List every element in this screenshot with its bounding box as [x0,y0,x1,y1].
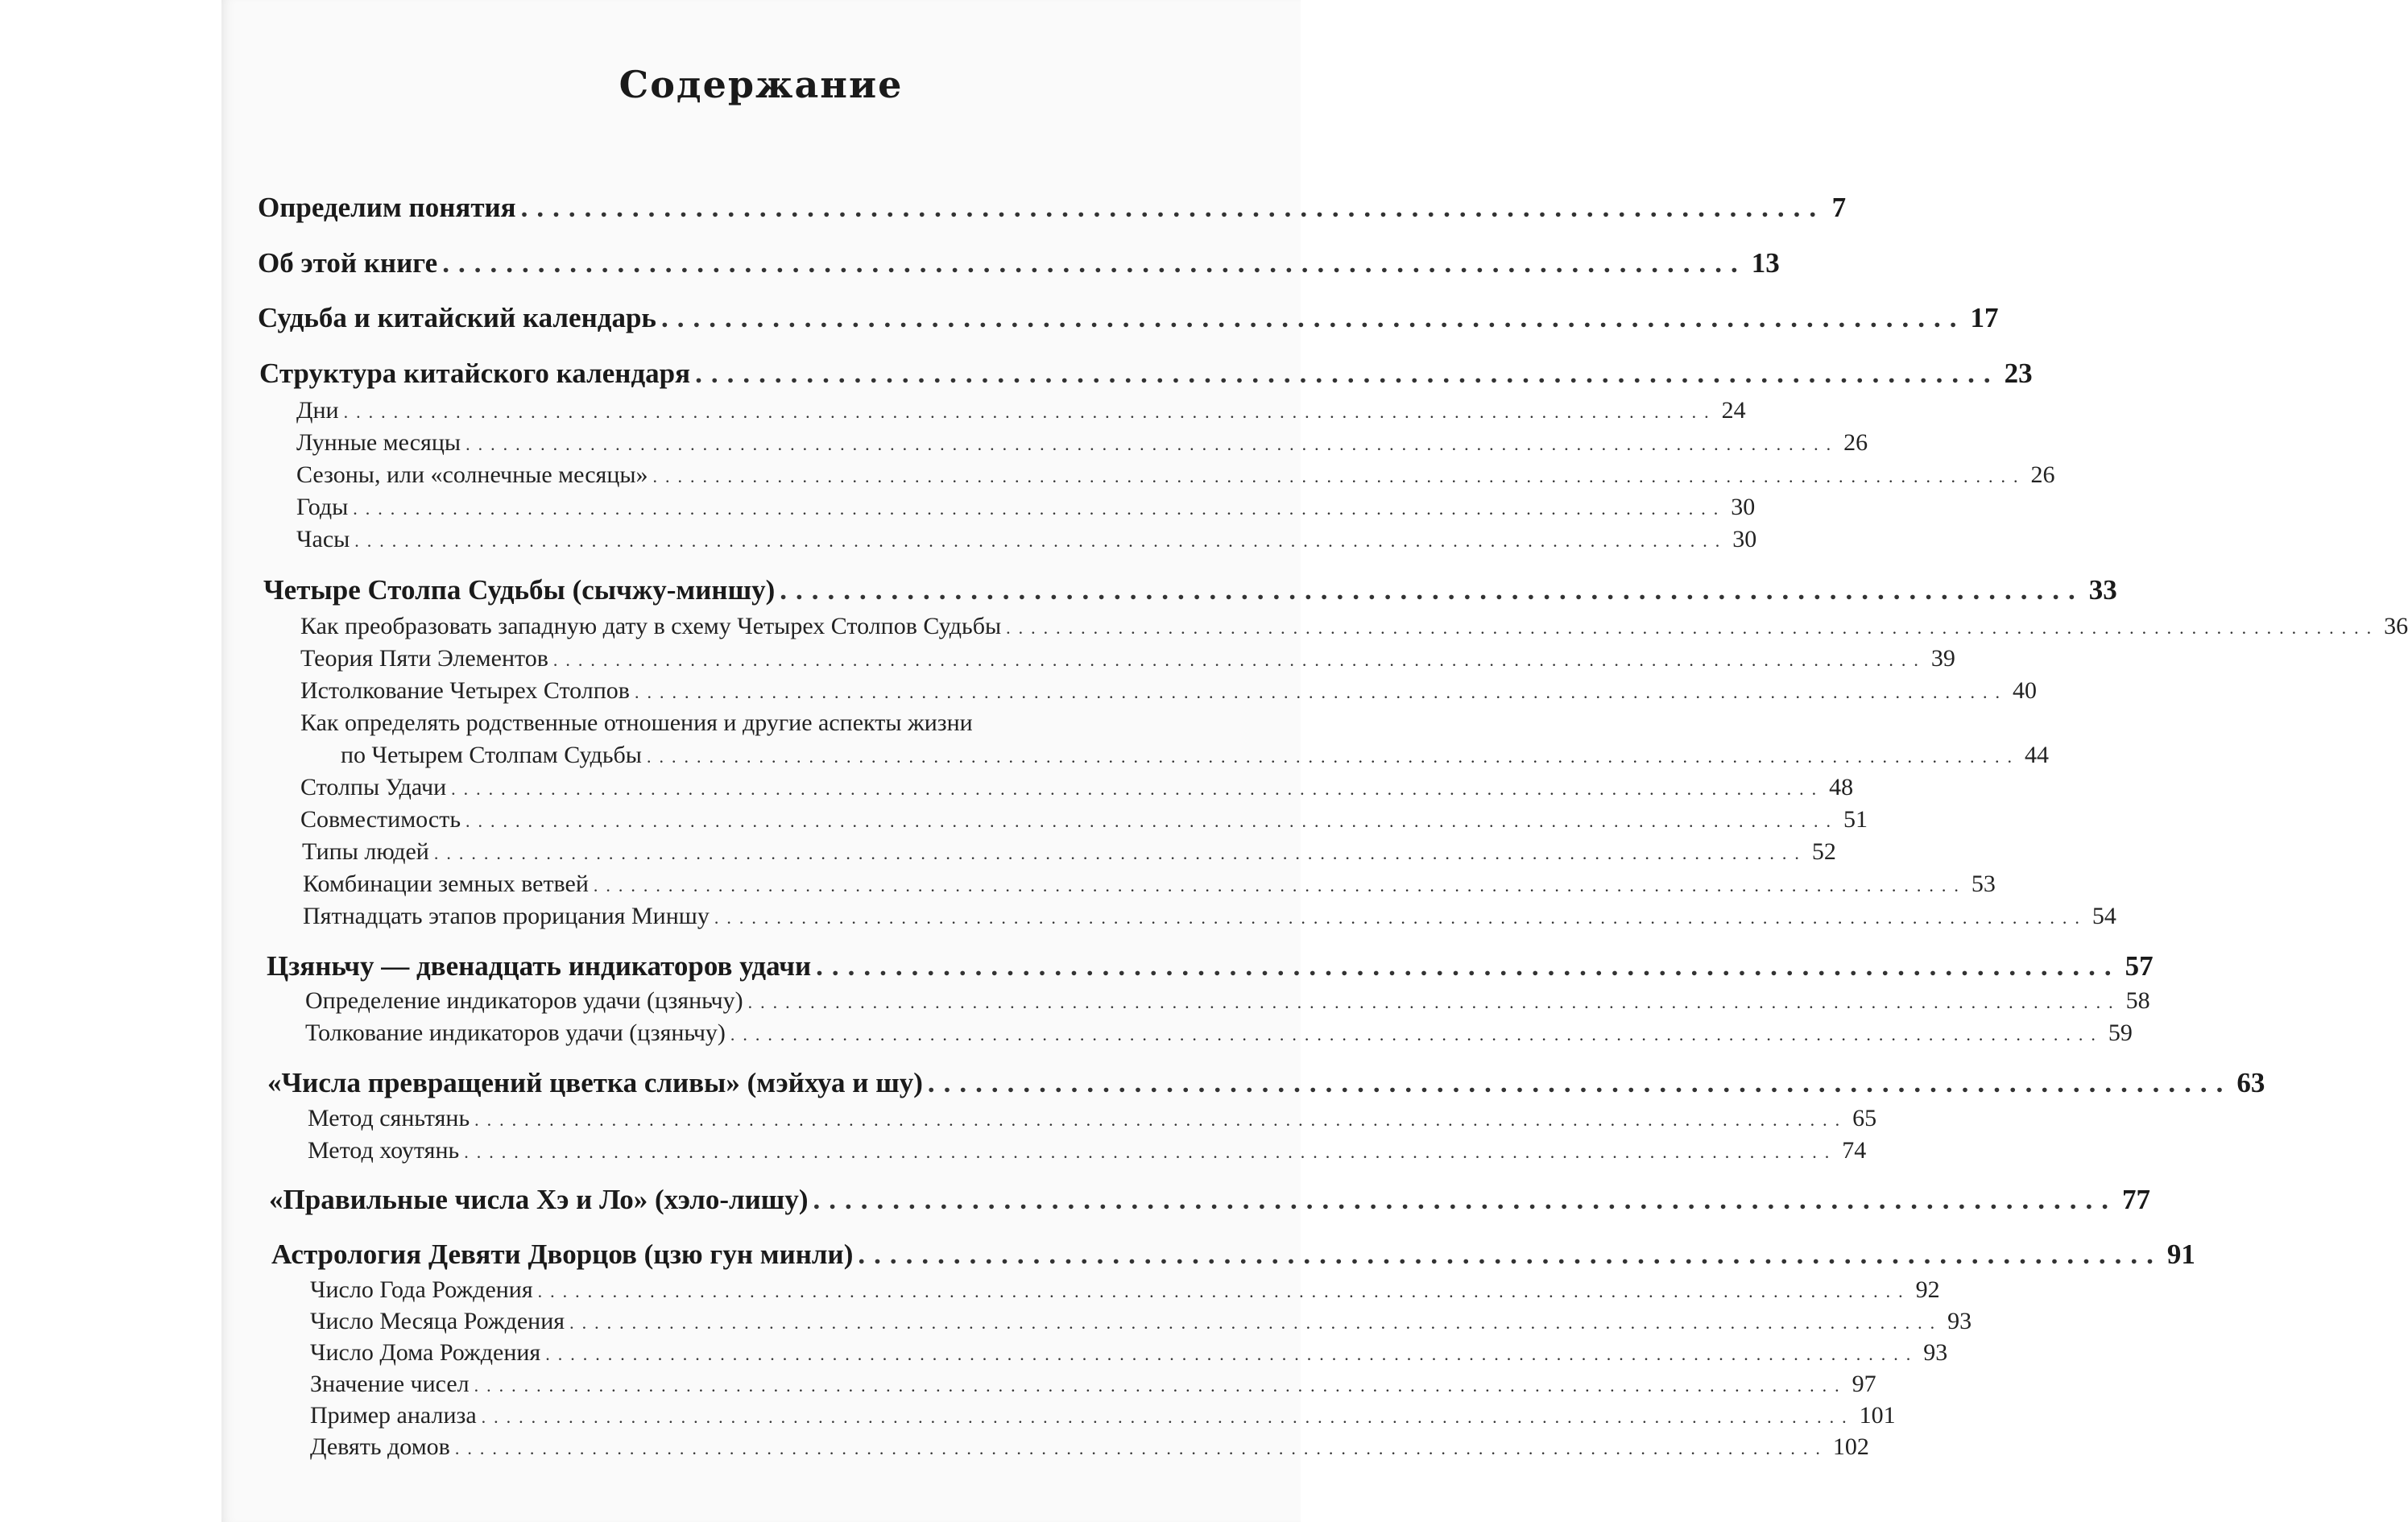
toc-entry-title: Определим понятия [258,192,516,223]
toc-entry-page: 26 [1843,429,1868,456]
toc-entry-section [305,1019,2133,1047]
toc-leader-dots: .............................................................................................................. [451,779,1825,799]
toc-leader-dots: .............................................................................................................. [354,531,1728,551]
toc-entry-section [300,677,2037,705]
toc-entry-chapter [259,358,2033,390]
toc-entry-title: Структура китайского календаря [259,358,691,389]
toc-entry-page: 26 [2030,461,2055,488]
toc-entry-section [308,1105,1877,1132]
toc-leader-dots: .............................................................................................................. [481,1407,1855,1427]
toc-entry-chapter [263,574,2117,606]
toc-leader-dots: .............................................................................................................. [593,875,1967,895]
toc-leader-dots: .................................................................................. [780,574,2084,606]
toc-entry-page: 92 [1915,1276,1940,1303]
toc-entry-section [303,871,1996,898]
toc-entry-section [310,1308,1972,1335]
toc-leader-dots: .............................................................................................................. [464,1142,1838,1162]
toc-leader-dots: .............................................................................................................. [569,1313,1943,1333]
toc-entry-title: Пример анализа [310,1402,477,1429]
toc-leader-dots: .............................................................................................................. [537,1281,1911,1301]
toc-leader-dots: .............................................................................................................. [652,466,2026,486]
toc-entry-section [296,429,1868,457]
toc-entry-page: 65 [1852,1105,1877,1131]
toc-entry-section [300,709,1253,737]
toc-entry-title: по Четырем Столпам Судьбы [341,742,642,768]
toc-leader-dots: .............................................................................................................. [465,434,1839,454]
toc-leader-dots: .............................................................................................................. [343,402,1717,422]
toc-entry-page: 51 [1843,806,1868,833]
toc-entry-title: Число Года Рождения [310,1276,533,1303]
toc-entry-title: Толкование индикаторов удачи (цзяньчу) [305,1019,726,1046]
toc-entry-title: Как определять родственные отношения и другие аспекты жизни [300,709,973,736]
toc-entry-page: 102 [1832,1433,1869,1460]
toc-entry-title: Судьба и китайский календарь [258,302,656,333]
toc-entry-section [300,645,1955,672]
toc-entry-page: 93 [1923,1339,1948,1366]
toc-entry-page: 39 [1930,645,1955,672]
toc-entry-title: Цзяньчу — двенадцать индикаторов удачи [267,950,812,982]
toc-entry-section [310,1339,1948,1367]
toc-entry-section [341,742,2049,769]
toc-entry-title: Совместимость [300,806,461,833]
toc-entry-page: 36 [2384,613,2408,639]
toc-entry-section [310,1276,1940,1304]
toc-leader-dots: .................................................................................. [927,1067,2232,1098]
toc-leader-dots: .............................................................................................................. [474,1110,1848,1130]
toc-entry-title: Девять домов [310,1433,450,1460]
toc-entry-title: Столпы Удачи [300,774,447,800]
toc-leader-dots: .............................................................................................................. [634,682,2008,702]
toc-entry-page: 58 [2125,987,2150,1014]
toc-entry-page: 7 [1831,192,1847,223]
toc-entry-page: 53 [1971,871,1996,897]
toc-entry-page: 93 [1947,1308,1972,1334]
toc-leader-dots: .................................................................................. [813,1184,2118,1215]
toc-entry-title: Метод хоутянь [308,1137,460,1164]
toc-entry-page: 91 [2166,1239,2195,1270]
toc-entry-page: 52 [1811,838,1836,865]
toc-entry-section [310,1371,1876,1398]
toc-entry-section [296,494,1756,521]
toc-entry-page: 23 [2004,358,2033,389]
toc-entry-title: Пятнадцать этапов прорицания Миншу [303,903,710,929]
toc-entry-page: 74 [1842,1137,1867,1164]
toc-entry-title: «Числа превращений цветка сливы» (мэйхуа и шу) [267,1067,923,1098]
toc-entry-title: Определение индикаторов удачи (цзяньчу) [305,987,743,1014]
toc-entry-title: Теория Пяти Элементов [300,645,548,672]
toc-leader-dots: .............................................................................................................. [433,843,1807,863]
toc-entry-chapter [258,192,1847,224]
toc-entry-chapter [258,247,1780,279]
toc-entry-page: 57 [2125,950,2154,982]
toc-entry-title: Как преобразовать западную дату в схему Четырех Столпов Судьбы [300,613,1002,639]
toc-leader-dots: .................................................................................. [660,302,1966,333]
toc-entry-title: «Правильные числа Хэ и Ло» (хэло-лишу) [269,1184,809,1215]
toc-entry-chapter [267,1067,2265,1099]
toc-leader-dots: .................................................................................. [858,1239,2162,1270]
toc-entry-title: Сезоны, или «солнечные месяцы» [296,461,648,488]
toc-entry-page: 33 [2088,574,2117,606]
toc-entry-page: 40 [2012,677,2037,704]
toc-entry-section [305,987,2150,1015]
toc-entry-page: 44 [2024,742,2049,768]
toc-entry-page: 59 [2108,1019,2133,1046]
toc-leader-dots: .............................................................................................................. [552,650,1926,670]
toc-entry-page: 63 [2236,1067,2265,1098]
toc-entry-page: 97 [1852,1371,1876,1397]
toc-entry-title: Астрология Девяти Дворцов (цзю гун минли) [271,1239,854,1270]
toc-leader-dots: .............................................................................................................. [465,811,1839,831]
toc-leader-dots: .................................................................................. [816,950,2120,982]
toc-entry-title: Лунные месяцы [296,429,461,456]
toc-entry-page: 13 [1751,247,1780,279]
toc-entry-section [300,774,1854,801]
toc-entry-section [296,461,2055,489]
toc-entry-title: Типы людей [302,838,429,865]
toc-entry-chapter [269,1184,2151,1216]
toc-leader-dots: .............................................................................................................. [714,908,2087,928]
toc-leader-dots: .................................................................................. [695,358,2000,389]
toc-entry-page: 17 [1970,302,1999,333]
toc-entry-title: Число Дома Рождения [310,1339,541,1366]
toc-leader-dots: .............................................................................................................. [545,1344,1919,1364]
toc-leader-dots: .............................................................................................................. [747,992,2121,1012]
toc-leader-dots: .................................................................................. [442,247,1747,279]
toc-entry-title: Четыре Столпа Судьбы (сычжу-миншу) [263,574,776,606]
toc-entry-page: 77 [2122,1184,2151,1215]
toc-entry-page: 24 [1721,397,1746,424]
toc-entry-section [310,1433,1869,1461]
toc-entry-title: Годы [296,494,349,520]
toc-entry-title: Значение чисел [310,1371,470,1397]
toc-entry-page: 54 [2091,903,2116,929]
toc-entry-title: Число Месяца Рождения [310,1308,565,1334]
toc-entry-chapter [267,950,2154,982]
toc-leader-dots: .............................................................................................................. [353,498,1727,519]
toc-entry-page: 48 [1829,774,1854,800]
toc-entry-title: Часы [296,526,350,552]
toc-entry-title: Метод сяньтянь [308,1105,470,1131]
toc-leader-dots: .............................................................................................................. [1006,618,2380,638]
toc-entry-title: Дни [296,397,339,424]
toc-entry-section [310,1402,1896,1429]
toc-leader-dots: .............................................................................................................. [474,1375,1847,1396]
toc-leader-dots: .............................................................................................................. [730,1024,2104,1044]
toc-entry-title: Истолкование Четырех Столпов [300,677,630,704]
toc-entry-section [308,1137,1867,1164]
toc-leader-dots: .............................................................................................................. [646,747,2020,767]
toc-entry-chapter [258,302,1999,334]
page-title: Содержание [619,63,904,106]
toc-leader-dots: .............................................................................................................. [454,1438,1828,1458]
toc-entry-title: Комбинации земных ветвей [303,871,589,897]
toc-entry-page: 30 [1732,526,1757,552]
toc-entry-section [296,526,1757,553]
toc-entry-chapter [271,1239,2195,1271]
toc-leader-dots: .................................................................................. [520,192,1826,223]
toc-entry-title: Об этой книге [258,247,438,279]
toc-entry-section [300,806,1868,833]
toc-entry-section [302,838,1836,866]
toc-entry-section [296,397,1746,424]
toc-entry-page: 30 [1731,494,1756,520]
toc-entry-page: 101 [1859,1402,1896,1429]
toc-entry-section [300,613,2408,640]
toc-entry-section [303,903,2116,930]
